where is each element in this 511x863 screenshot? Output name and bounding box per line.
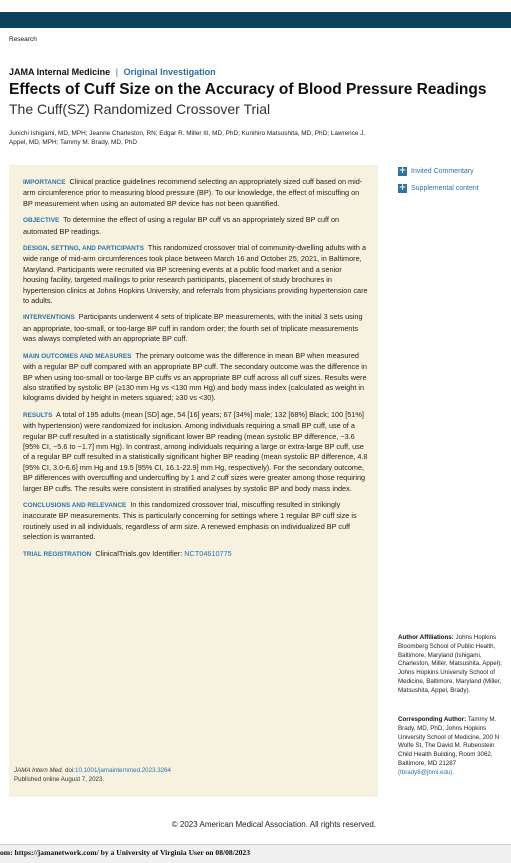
abstract-label: IMPORTANCE [23,179,66,186]
abstract-objective [23,215,368,237]
affiliations-label: Author Affiliations: [398,634,454,641]
author-list: Junichi Ishigami, MD, MPH; Jeanne Charleston, RN; Edgar R. Miller III, MD, PhD; Kunihiro Matsushita, MD, PhD; Lawrence J. Appel, MD, MPH; Tammy M. Brady, MD, PhD [9,130,366,146]
related-link-label: Supplemental content [411,185,479,192]
related-link-label: Invited Commentary [411,168,474,175]
journal-abbrev: JAMA Intern Med. [14,767,64,774]
abstract-label: DESIGN, SETTING, AND PARTICIPANTS [23,245,144,253]
abstract-text: To determine the effect of using a regular BP cuff vs an appropriately sized BP cuff on automated BP readings. [23,215,340,236]
abstract-label: OBJECTIVE [23,217,60,225]
abstract-outcomes [23,351,368,404]
abstract-design [23,243,368,306]
corresponding-author [398,716,508,778]
abstract-box [9,165,378,797]
section-label: Research [9,36,37,43]
plus-icon: + [398,166,407,176]
abstract-label: RESULTS [23,411,53,419]
author-affiliations [398,634,508,696]
abstract-text: Participants underwent 4 sets of triplicate BP measurements, with the initial 3 sets using an appropriate, too-small, or too-large BP cuff in random order; the fourth set of triplicate measurements was always completed with an appropriate BP cuff. [23,312,363,344]
copyright: © 2023 American Medical Association. All rights reserved. [171,820,376,829]
corresponding-text: Tammy M. Brady, MD, PhD, Johns Hopkins University School of Medicine, 200 N Wolfe St, The David M. Rubenstein Child Health Building, Room 3062, Baltimore, MD 21287 [398,716,500,767]
doi-prefix: doi: [65,767,76,774]
abstract-text: The primary outcome was the difference in mean BP when measured with a regular BP cuff compared with an appropriate BP cuff. The secondary outcome was the difference in BP when using too-small or too-large BP cuffs vs an appropriate BP cuff across all cuff sizes. Results were also stratified by systolic BP (≥130 mm Hg vs <130 mm Hg) and body mass index (calculated as weight in kilograms divided by height in meters squared; ≥30 vs <30). [23,350,367,403]
download-footer: om: https://jamanetwork.com/ by a University of Virginia User on 08/08/2023 [0,844,511,863]
corresponding-email-link[interactable]: (tbrady8@jhmi.edu). [398,768,455,776]
article-title: Effects of Cuff Size on the Accuracy of Blood Pressure Readings [9,81,487,98]
abstract-interventions [23,312,368,344]
journal-header-bar [0,12,511,28]
registration-prefix: ClinicalTrials.gov Identifier: [95,548,183,558]
affiliations-text: Johns Hopkins Bloomberg School of Public Health, Baltimore, Maryland (Ishigami, Charleston, Miller, Matsushita, Appel); Johns Hopkins University School of Medicine, Baltimore, Maryland (Miller, Matsushita, Appel, Brady). [398,634,502,694]
abstract-text: Clinical practice guidelines recommend selecting an appropriately sized cuff based on mid-arm circumference prior to measuring blood pressure (BP). To our knowledge, the effect of miscuffing on BP measurement when using an automated BP device has not been quantified. [23,177,363,208]
supplemental-content-link[interactable] [398,184,479,193]
journal-line [9,67,216,77]
abstract-results [23,410,368,494]
journal-separator: | [115,67,119,77]
article-subtitle: The Cuff(SZ) Randomized Crossover Trial [9,101,271,117]
citation [14,767,171,784]
abstract-label: CONCLUSIONS AND RELEVANCE [23,501,127,509]
abstract-label: INTERVENTIONS [23,314,75,322]
trial-id-link[interactable]: NCT04610775 [184,548,232,558]
abstract-text: A total of 195 adults (mean [SD] age, 54 [16] years; 67 [34%] male; 132 [68%] Black; 100 [51%] with hypertension) were randomized for inclusion. Among individuals requiring a small BP cuff, use of a regular BP cuff resulted in a statistically significant lower BP reading (mean systolic BP difference, −3.6 [95% CI, −5.6 to −1.7] mm Hg). In contrast, among individuals requiring a large or extra-large BP cuff, use of a regular BP cuff resulted in a statistically significant higher BP reading (mean systolic BP difference, 4.8 [95% CI, 3.0-6.6] mm Hg and 19.5 [95% CI, 16.1-22.9] mm Hg, respectively). For the secondary outcome, BP differences with overcuffing and undercuffing by 1 and 2 cuff sizes were greater among those requiring larger BP cuffs. The results were consistent in stratified analyses by systolic BP and body mass index. [23,409,368,493]
abstract-registration [23,549,368,560]
abstract-conclusions [23,500,368,543]
plus-icon: + [398,183,407,193]
abstract-label: MAIN OUTCOMES AND MEASURES [23,352,132,360]
doi-line [14,767,171,776]
invited-commentary-link[interactable] [398,167,474,176]
doi-link[interactable]: 10.1001/jamainternmed.2023.3264 [75,767,171,774]
abstract-label: TRIAL REGISTRATION [23,550,92,558]
abstract-text: This randomized crossover trial of community-dwelling adults with a wide range of mid-arm circumferences took place between March 16 and October 25, 2021, in Baltimore, Maryland. Participants were recruited via BP screening events at a public food market and a senior housing facility, targeted mailings to prior research participants, placement of study brochures in hypertension clinics at Johns Hopkins University, and referrals from physicians providing hypertension care to adults. [23,243,368,306]
published-date: Published online August 7, 2023. [14,775,105,783]
abstract-text: In this randomized crossover trial, miscuffing resulted in strikingly inaccurate BP measurements. This is particularly concerning for settings where 1 regular BP cuff size is routinely used in all individuals, regardless of arm size. A renewed emphasis on individualized BP cuff selection is warranted. [23,499,357,542]
article-type-link[interactable]: Original Investigation [123,67,216,77]
journal-name: JAMA Internal Medicine [9,67,111,77]
corresponding-label: Corresponding Author: [398,716,467,723]
abstract-importance [23,177,368,209]
